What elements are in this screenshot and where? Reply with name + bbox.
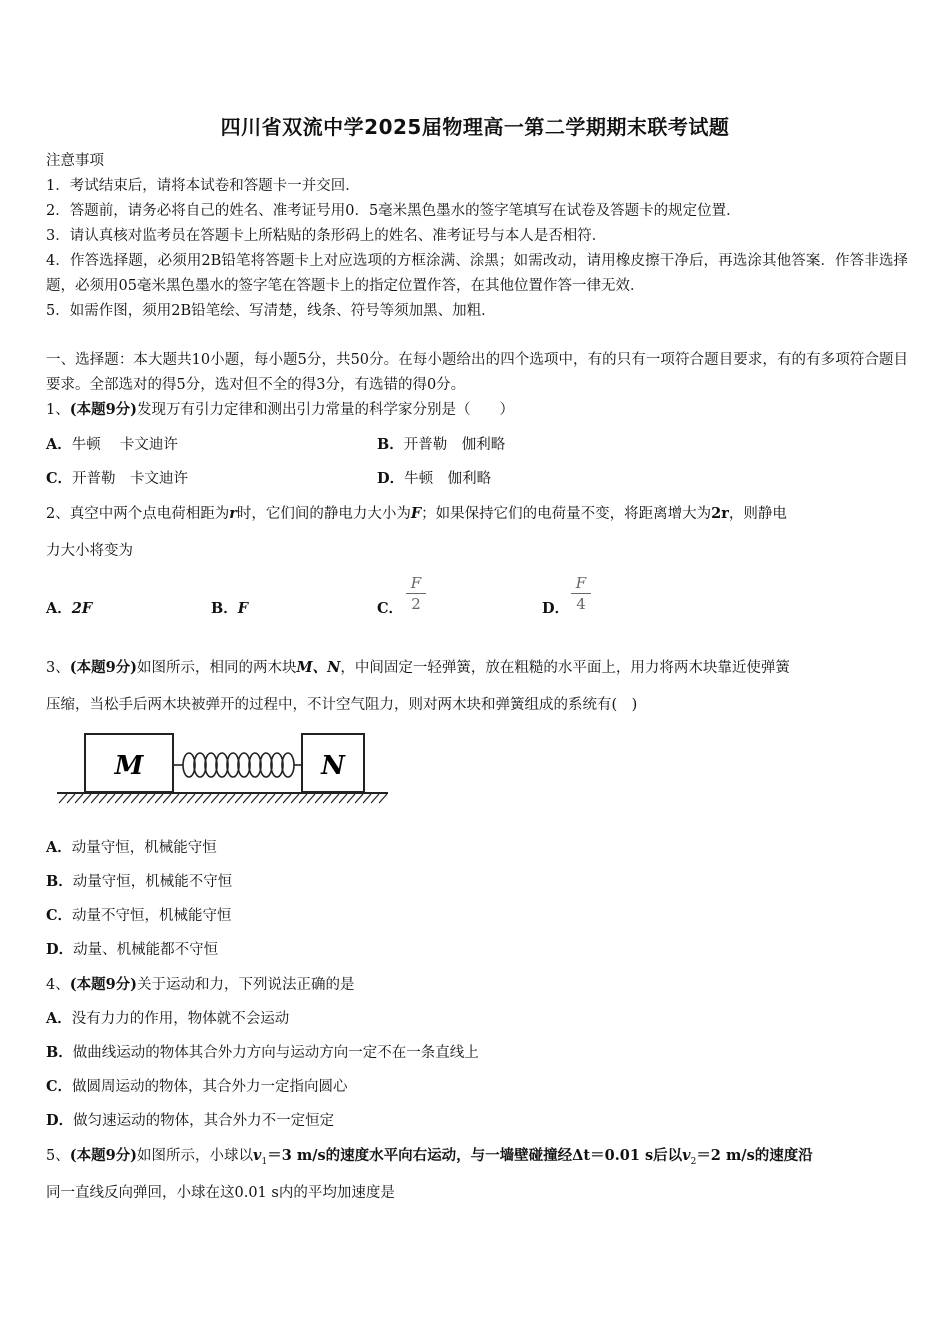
question-4-stem: 4、(本题9分)关于运动和力，下列说法正确的是 [46,976,355,993]
option-c[interactable]: C．开普勒 卡文迪许 [46,470,189,487]
fraction-f-over-4: F 4 [571,574,591,613]
notice-item: 1．考试结束后，请将本试卷和答题卡一并交回． [46,178,360,194]
spring-blocks-figure [55,730,395,810]
block-m-label: M [114,751,144,781]
option-a[interactable]: A．动量守恒，机械能守恒 [46,839,217,856]
notice-heading: 注意事项 [46,153,104,169]
question-score: (本题9分) [69,401,138,418]
option-a[interactable]: A．2F [46,600,93,617]
option-d[interactable]: D．做匀速运动的物体，其合外力不一定恒定 [46,1112,335,1129]
question-3-stem-cont: 压缩，当松手后两木块被弹开的过程中，不计空气阻力，则对两木块和弹簧组成的系统有( ) [46,697,638,713]
notice-item: 3．请认真核对监考员在答题卡上所粘贴的条形码上的姓名、准考证号与本人是否相符． [46,228,607,244]
option-c[interactable]: C．做圆周运动的物体，其合外力一定指向圆心 [46,1078,348,1095]
question-3-stem: 3、(本题9分)如图所示，相同的两木块M、N，中间固定一轻弹簧，放在粗糙的水平面上，用力将两木块靠近使弹簧 [46,659,790,676]
block-n-label: N [321,751,345,781]
question-2-stem: 2、真空中两个点电荷相距为r时，它们间的静电力大小为F；如果保持它们的电荷量不变，将距离增大为2r，则静电 [46,505,787,522]
ground-hatching [59,794,387,803]
option-d[interactable]: D．动量、机械能都不守恒 [46,941,219,958]
option-d[interactable]: D． [542,600,570,617]
question-1-stem [46,398,908,422]
fraction-f-over-2: F 2 [406,574,426,613]
page-title: 四川省双流中学2025届物理高一第二学期期末联考试题 [220,115,730,139]
question-text: 发现万有引力定律和测出引力常量的科学家分别是（ ） [137,402,515,418]
question-number: 1、 [46,402,70,418]
notice-item: 2．答题前，请务必将自己的姓名、准考证号用0．5毫米黑色墨水的签字笔填写在试卷及答题卡的规定位置． [46,203,741,219]
option-b[interactable]: B．动量守恒，机械能不守恒 [46,873,233,890]
notice-item: 5．如需作图，须用2B铅笔绘、写清楚，线条、符号等须加黑、加粗． [46,303,496,319]
option-a[interactable]: A．没有力力的作用，物体就不会运动 [46,1010,290,1027]
option-c[interactable]: C．动量不守恒，机械能守恒 [46,907,232,924]
option-b[interactable]: B．开普勒 伽利略 [377,436,506,453]
section-heading: 一、选择题：本大题共10小题，每小题5分，共50分。在每小题给出的四个选项中，有的只有一项符合题目要求，有的有多项符合题目要求。全部选对的得5分，选对但不全的得3分，有选错的得0分。 [46,352,908,393]
question-2-stem-cont: 力大小将变为 [46,543,133,559]
option-c[interactable]: C． [377,600,404,617]
question-5-stem-cont: 同一直线反向弹回，小球在这0.01 s内的平均加速度是 [46,1185,395,1201]
option-b[interactable]: B．F [211,600,249,617]
option-b[interactable]: B．做曲线运动的物体其合外力方向与运动方向一定不在一条直线上 [46,1044,479,1061]
option-d[interactable]: D．牛顿 伽利略 [377,470,492,487]
notice-item: 4．作答选择题，必须用2B铅笔将答题卡上对应选项的方框涂满、涂黑；如需改动，请用橡皮擦干净后，再选涂其他答案．作答非选择题，必须用05毫米黑色墨水的签字笔在答题卡上的指定位置作答，在其他位置作答一律无效． [46,253,908,294]
question-5-stem: 5、(本题9分)如图所示，小球以$v_1=3$ m/s的速度水平向右运动，与一墙壁碰撞经Δt＝0.01 s后以$v_2=2$ m/s的速度沿 [46,1147,813,1167]
option-a[interactable]: A．牛顿 卡文迪许 [46,436,178,453]
spring [173,753,302,777]
